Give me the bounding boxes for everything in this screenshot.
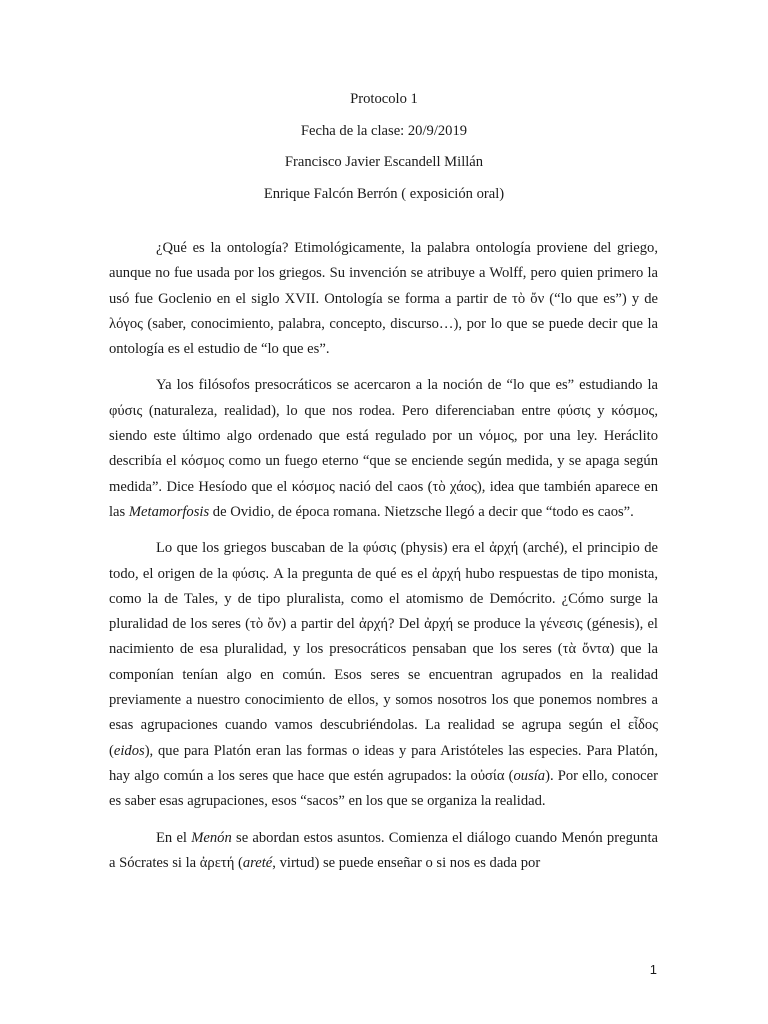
page-number: 1 xyxy=(649,962,657,977)
body-paragraph xyxy=(109,536,658,814)
paragraph-text: Lo que los griegos buscaban de la φύσις (physis) era el ἀρχή (arché), el principio de todo, el origen de la φύσις. A la pregunta de qué es el ἀρχή hubo respuestas de tipo monista, como la de Tales, y de tipo pluralista, como el atomismo de Demócrito. ¿Cómo surge la pluralidad de los seres (τὸ ὄν) a partir del ἀρχή? Del ἀρχή se produce la γένεσις (génesis), el nacimiento de esa pluralidad, y los presocráticos pensaban que los seres (τὰ ὄντα) que la componían tenían algo en común. Esos seres se encuentran agrupados en la realidad previamente a nuestro conocimiento de ellos, y somos nosotros los que ponemos nombres a esas agrupaciones cuando vamos descubriéndolas. La realidad se agrupa según el εἶδος ( xyxy=(109,540,658,759)
protocol-title: Protocolo 1 xyxy=(350,91,418,107)
body-paragraph xyxy=(109,236,658,362)
paragraph-text: En el xyxy=(156,829,192,846)
paragraph-text: ), que para Platón eran las formas o ideas y para Aristóteles las especies. Para Platón, hay algo común a los seres que hace que estén agrupados: la οὐσία ( xyxy=(109,742,658,784)
italic-term: Menón xyxy=(191,829,232,846)
presenter-name: Enrique Falcón Berrón ( exposición oral) xyxy=(263,185,505,202)
paragraph-text: ¿Qué es la ontología? Etimológicamente, la palabra ontología proviene del griego, aunque no fue usada por los griegos. Su invención se atribuye a Wolff, pero quien primero la usó fue Goclenio en el siglo XVII. Ontología se forma a partir de τὸ ὄν (“lo que es”) y de λόγος (saber, conocimiento, palabra, concepto, discurso…), por lo que se puede decir que la ontología es el estudio de “lo que es”. xyxy=(109,240,658,358)
document-body xyxy=(109,236,658,887)
paragraph-text: ). Por ello, conocer es saber esas agrupaciones, esos “sacos” en los que se organiza la realidad. xyxy=(109,767,658,810)
class-date: Fecha de la clase: 20/9/2019 xyxy=(300,122,468,139)
paragraph-text: se abordan estos asuntos. Comienza el diálogo cuando Menón pregunta a Sócrates si la ἀρετή ( xyxy=(109,829,658,871)
paragraph-text: de Ovidio, de época romana. Nietzsche llegó a decir que “todo es caos”. xyxy=(209,503,634,520)
italic-term: eidos xyxy=(113,742,145,759)
document-header xyxy=(0,84,768,210)
italic-term: areté xyxy=(242,854,273,871)
paragraph-text: Ya los filósofos presocráticos se acercaron a la noción de “lo que es” estudiando la φύσις (naturaleza, realidad), lo que nos rodea. Pero diferenciaban entre φύσις y κόσμος, siendo este último algo ordenado que está regulado por un νόμος, por una ley. Heráclito describía el κόσμος como un fuego eterno “que se enciende según medida, y se apaga según medida”. Dice Hesíodo que el κόσμος nació del caos (τὸ χάος), idea que también aparece en las xyxy=(109,377,658,520)
body-paragraph xyxy=(109,373,658,525)
italic-term: Metamorfosis xyxy=(128,503,210,520)
italic-term: ousía xyxy=(513,767,546,784)
body-paragraph xyxy=(109,826,658,877)
author-name: Francisco Javier Escandell Millán xyxy=(284,154,484,170)
paragraph-text: , virtud) se puede enseñar o si nos es dada por xyxy=(272,854,541,871)
